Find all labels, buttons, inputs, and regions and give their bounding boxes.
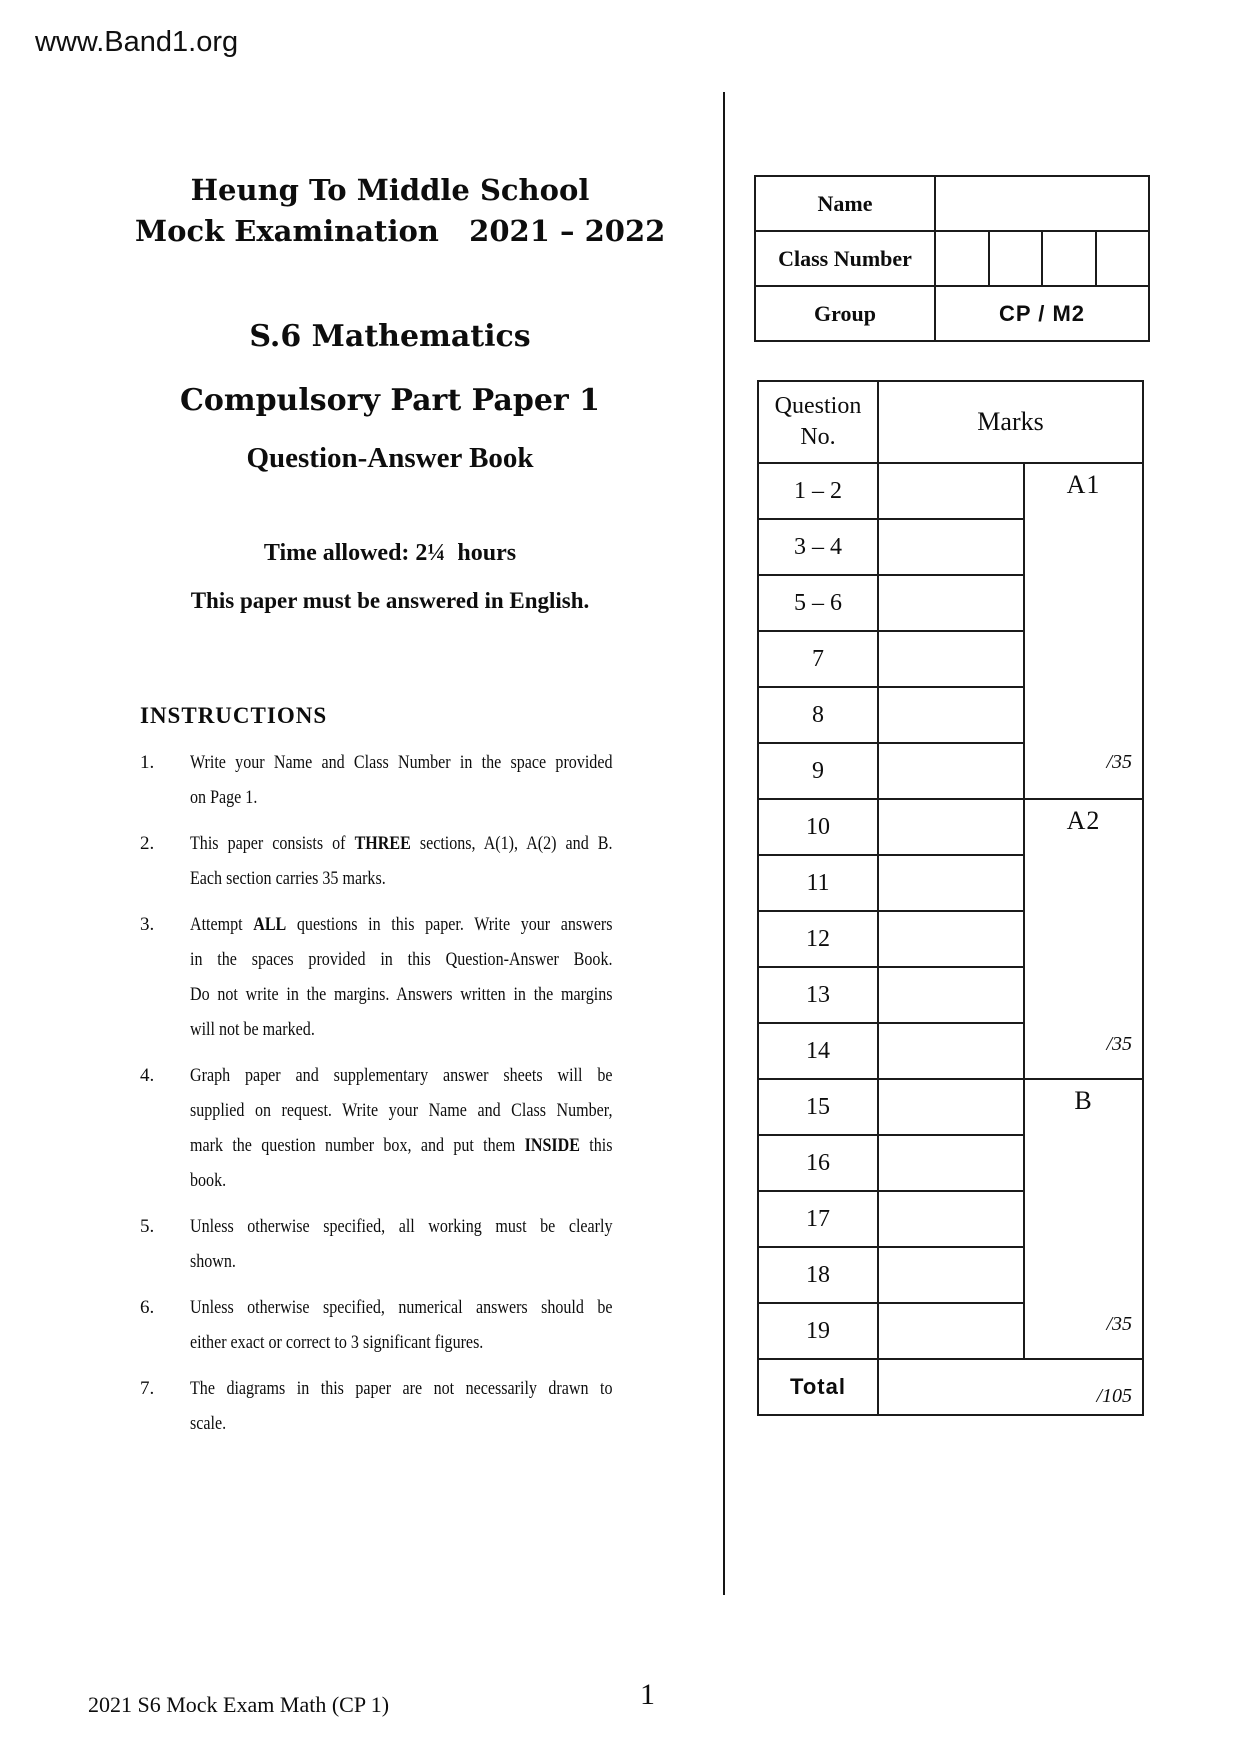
marks-total-row [758,1359,1143,1415]
instruction-line: shown. [190,1251,236,1272]
site-watermark: www.Band1.org [35,26,239,58]
class-number-subcell [936,232,988,285]
instruction-line: This paper consists of THREE sections, A(1), A(2) and B. [190,833,613,854]
marks-table [757,380,1144,1416]
instruction-line: Each section carries 35 marks. [190,868,386,889]
marks-entry-cell [878,1191,1024,1247]
instruction-text [190,826,613,896]
marks-entry-cell [878,743,1024,799]
instruction-line: The diagrams in this paper are not necessarily drawn to [190,1378,613,1399]
instruction-number: 2. [140,833,155,854]
question-no-cell: 13 [758,967,878,1023]
instruction-line: on Page 1. [190,787,258,808]
class-number-subcell [1041,232,1095,285]
instruction-number: 5. [140,1216,155,1237]
instruction-number: 7. [140,1378,155,1399]
time-allowed: Time allowed: 2¼ hours [263,540,517,566]
paper-title: Compulsory Part Paper 1 [179,383,601,418]
instruction-item [140,745,700,815]
instruction-line: Graph paper and supplementary answer sheets will be [190,1065,613,1086]
marks-row [758,799,1143,855]
instruction-text [190,1371,613,1441]
instruction-line: Write your Name and Class Number in the space provided [190,752,613,773]
question-no-cell: 16 [758,1135,878,1191]
class-number-subcell [1095,232,1149,285]
instruction-text [190,745,613,815]
section-max-score: /35 [1106,1313,1132,1335]
instruction-text [190,907,613,1047]
question-header-line1: Question [774,393,862,419]
question-no-cell: 12 [758,911,878,967]
marks-table-header-row [758,381,1143,463]
question-header-line2: No. [800,424,836,450]
instructions-list [140,745,700,1452]
instruction-number: 3. [140,914,155,935]
instruction-text [190,1290,613,1360]
instructions-heading: INSTRUCTIONS [140,703,328,728]
question-no-cell: 9 [758,743,878,799]
question-no-cell: 15 [758,1079,878,1135]
class-number-subcell [988,232,1042,285]
info-row-group [755,286,1149,341]
instruction-number: 1. [140,752,155,773]
instruction-line: mark the question number box, and put them INSIDE this [190,1135,613,1156]
instruction-item [140,826,700,896]
section-label: A2 [1066,806,1101,835]
instruction-item [140,1058,700,1198]
question-no-cell: 8 [758,687,878,743]
question-no-cell: 14 [758,1023,878,1079]
name-label: Name [755,176,935,231]
question-no-cell: 18 [758,1247,878,1303]
instruction-item [140,1371,700,1441]
vertical-divider [723,92,725,1595]
instruction-line: Do not write in the margins. Answers written in the margins [190,984,613,1005]
instruction-text [190,1058,613,1198]
book-type: Question-Answer Book [246,442,534,474]
question-no-cell: 7 [758,631,878,687]
instruction-number: 6. [140,1297,155,1318]
instruction-item [140,1209,700,1279]
question-no-cell: 5 – 6 [758,575,878,631]
question-no-cell: 17 [758,1191,878,1247]
instruction-line: Attempt ALL questions in this paper. Write your answers [190,914,613,935]
total-max-score: /105 [1096,1385,1132,1407]
instruction-line: Unless otherwise specified, all working must be clearly [190,1216,613,1237]
marks-entry-cell [878,1023,1024,1079]
marks-entry-cell [878,967,1024,1023]
subject-title: S.6 Mathematics [249,319,531,354]
section-cell [1024,463,1143,799]
section-max-score: /35 [1106,751,1132,773]
instruction-item [140,1290,700,1360]
instruction-line: in the spaces provided in this Question-Answer Book. [190,949,613,970]
total-label: Total [758,1359,878,1415]
marks-entry-cell [878,519,1024,575]
footer-document-id: 2021 S6 Mock Exam Math (CP 1) [88,1692,390,1717]
instruction-line: Unless otherwise specified, numerical answers should be [190,1297,613,1318]
instruction-text [190,1209,613,1279]
marks-entry-cell [878,575,1024,631]
section-cell [1024,799,1143,1079]
marks-entry-cell [878,1135,1024,1191]
marks-entry-cell [878,463,1024,519]
section-max-score: /35 [1106,1033,1132,1055]
instruction-item [140,907,700,1047]
page-number: 1 [640,1678,655,1711]
section-cell [1024,1079,1143,1359]
section-label: A1 [1066,470,1101,499]
class-number-subcells [936,232,1148,285]
question-no-cell: 19 [758,1303,878,1359]
marks-entry-cell [878,631,1024,687]
instruction-line: supplied on request. Write your Name and Class Number, [190,1100,613,1121]
question-no-cell: 1 – 2 [758,463,878,519]
question-no-cell: 10 [758,799,878,855]
marks-entry-cell [878,1247,1024,1303]
exam-title: Mock Examination 2021 – 2022 [135,214,666,248]
instruction-number: 4. [140,1065,155,1086]
group-value: CP / M2 [935,286,1149,341]
marks-entry-cell [878,687,1024,743]
question-no-cell: 3 – 4 [758,519,878,575]
marks-header: Marks [878,381,1143,463]
marks-entry-cell [878,1079,1024,1135]
group-label: Group [755,286,935,341]
instruction-line: book. [190,1170,227,1191]
marks-row [758,463,1143,519]
instruction-line: either exact or correct to 3 significant figures. [190,1332,484,1353]
school-name: Heung To Middle School [190,173,590,207]
info-row-class-number [755,231,1149,286]
language-note: This paper must be answered in English. [190,588,590,613]
total-max-score-cell [878,1359,1143,1415]
class-number-cells [935,231,1149,286]
question-no-cell: 11 [758,855,878,911]
marks-entry-cell [878,799,1024,855]
marks-row [758,1079,1143,1135]
question-no-header [758,381,878,463]
instruction-line: will not be marked. [190,1019,315,1040]
class-number-label: Class Number [755,231,935,286]
student-info-table [754,175,1150,342]
marks-entry-cell [878,1303,1024,1359]
marks-table-body [758,463,1143,1415]
section-label: B [1074,1086,1093,1115]
instruction-line: scale. [190,1413,227,1434]
marks-entry-cell [878,911,1024,967]
name-value-cell [935,176,1149,231]
info-row-name [755,176,1149,231]
marks-entry-cell [878,855,1024,911]
